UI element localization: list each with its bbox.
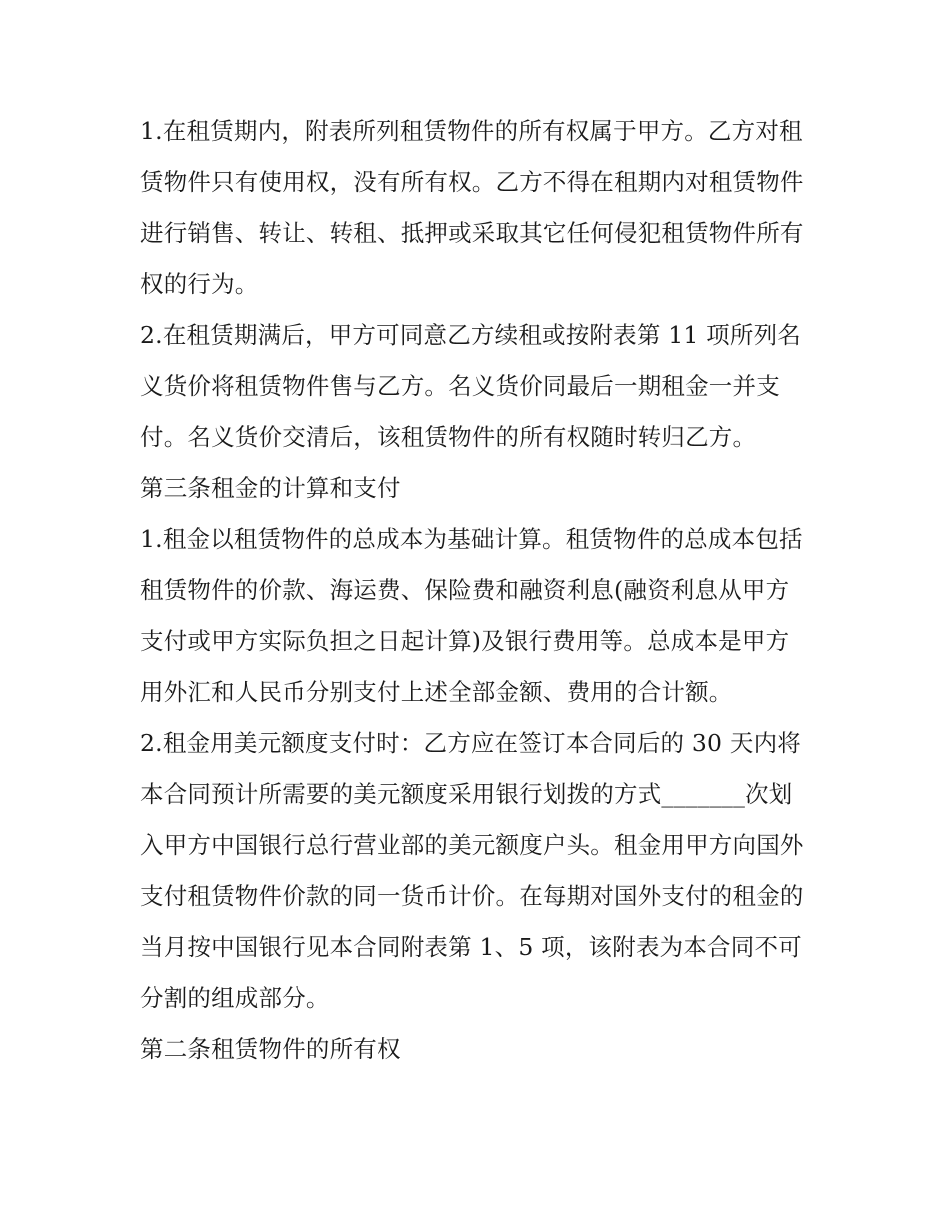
section-heading-ownership: 第二条租赁物件的所有权 (140, 1035, 401, 1063)
paragraph-ownership-after-lease: 2.在租赁期满后，甲方可同意乙方续租或按附表第 11 项所列名义货价将租赁物件售与乙方。名义货价同最后一期租金一并支付。名义货价交清后，该租赁物件的所有权随时转归乙方。 (140, 321, 801, 451)
document-body (140, 106, 812, 1075)
section-heading-rent-calculation: 第三条租金的计算和支付 (140, 474, 401, 502)
paragraph-rent-basis: 1.租金以租赁物件的总成本为基础计算。租赁物件的总成本包括租赁物件的价款、海运费、保险费和融资利息(融资利息从甲方支付或甲方实际负担之日起计算)及银行费用等。总成本是甲方用外汇和人民币分别支付上述全部金额、费用的合计额。 (140, 525, 803, 706)
paragraph-rent-usd-payment: 2.租金用美元额度支付时：乙方应在签订本合同后的 30 天内将本合同预计所需要的美元额度采用银行划拨的方式_______次划入甲方中国银行总行营业部的美元额度户头。租金用甲方向国外支付租赁物件价款的同一货币计价。在每期对国外支付的租金的当月按中国银行见本合同附表第 1、5 项，该附表为本合同不可分割的组成部分。 (140, 729, 804, 1012)
paragraph-ownership-during-lease: 1.在租赁期内，附表所列租赁物件的所有权属于甲方。乙方对租赁物件只有使用权，没有所有权。乙方不得在租期内对租赁物件进行销售、转让、转租、抵押或采取其它任何侵犯租赁物件所有权的行为。 (140, 117, 804, 298)
